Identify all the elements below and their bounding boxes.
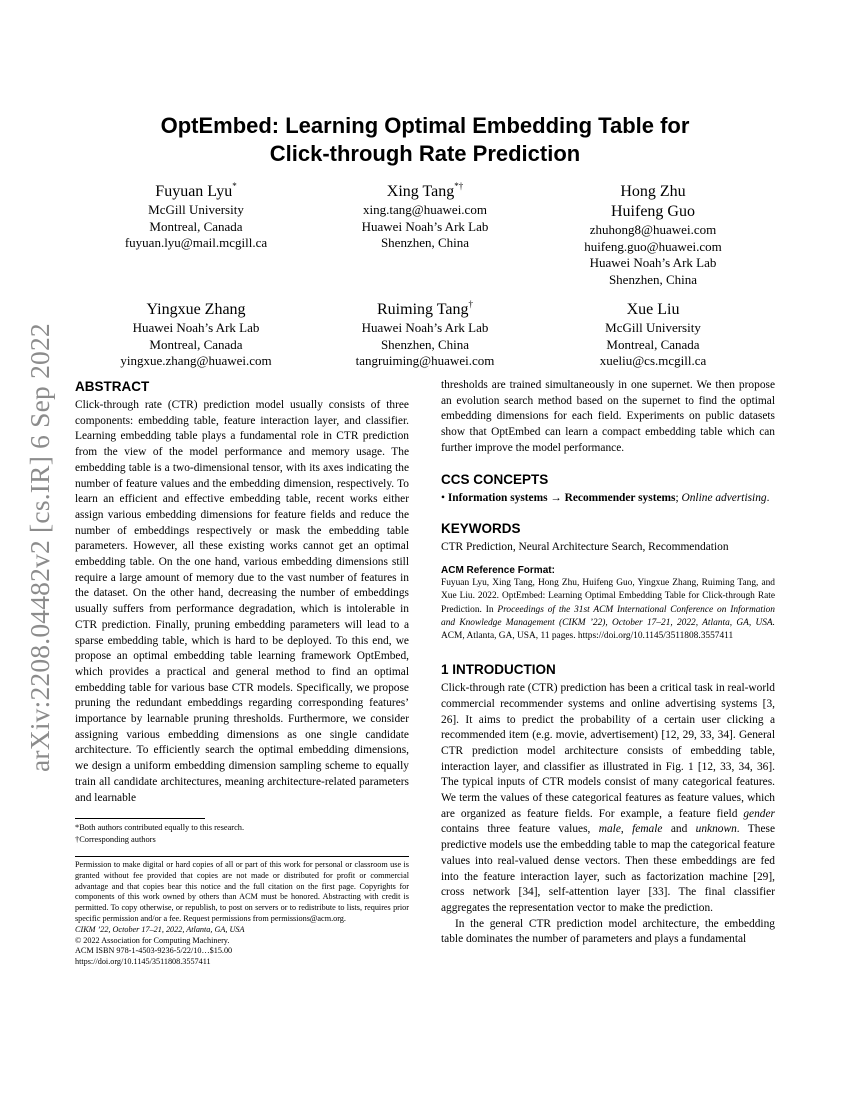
acm-reference <box>441 564 775 643</box>
author-block <box>315 182 535 252</box>
keywords-heading: KEYWORDS <box>441 521 521 537</box>
reference-tail: ACM, Atlanta, GA, USA, 11 pages. https://doi.org/10.1145/3511808.3557411 <box>441 630 734 641</box>
footnote-corresponding: †Corresponding authors <box>75 835 156 844</box>
author-email[interactable]: xing.tang@huawei.com <box>363 202 487 217</box>
ccs-heading: CCS CONCEPTS <box>441 471 549 487</box>
author-mark: † <box>468 299 473 309</box>
author-block <box>543 182 763 288</box>
author-location: Shenzhen, China <box>608 271 698 287</box>
author-affiliation: Huawei Noah’s Ark Lab <box>361 320 489 335</box>
footnotes <box>75 822 409 846</box>
reference-heading: ACM Reference Format: <box>441 564 555 576</box>
author-location: Montreal, Canada <box>149 336 243 352</box>
author-affiliation: Huawei Noah’s Ark Lab <box>589 255 717 270</box>
reference-venue: Proceedings of the 31st ACM International Conference on Information and Knowledge Management (CIKM ’22), October 17–21, 2022, Atlanta, GA, USA. <box>441 604 775 628</box>
permission-text: Permission to make digital or hard copies of all or part of this work for personal or classroom use is granted without fee provided that copies are not made or distributed for profit or commercial advantage and that copies bear this notice and the full citation on the first page. Copyrights for components of this work owned by others than ACM must be honored. Abstracting with credit is permitted. To copy otherwise, or republish, to post on servers or to redistribute to lists, requires prior specific permission and/or a fee. Request permissions from permissions@acm.org. <box>75 860 409 923</box>
title-line-2: Click-through Rate Prediction <box>269 141 581 166</box>
author-block <box>86 182 306 252</box>
author-block <box>543 300 763 370</box>
author-location: Montreal, Canada <box>606 336 700 352</box>
introduction-paragraph: Click-through rate (CTR) prediction has been a critical task in real-world commercial recommender systems and online advertising systems [3, 26]. It aims to predict the probability of a certain user clicking a recommended item (e.g. movie, advertisement) [12, 29, 33, 34]. General CTR prediction model architecture consists of embedding table, interaction layer, and classifier as illustrated in Fig. 1 [12, 33, 34, 36]. The typical inputs of CTR models consist of many categorical features. We term the values of these categorical features as feature values, which are organized as feature fields. For example, a feature field gender contains three feature values, male, female and unknown. These predictive models use the embedding table to map the categorical feature values into real-valued dense vectors. Then these embeddings are fed into the feature interaction layer, such as factorization machine [29], cross network [34], self-attention layer [33]. The final classifier aggregates the representation vector to make the prediction. <box>441 682 775 914</box>
author-location: Montreal, Canada <box>149 218 243 234</box>
introduction-paragraph: In the general CTR prediction model architecture, the embedding table dominates the number of parameters and plays a fundamental <box>441 917 775 946</box>
author-email[interactable]: tangruiming@huawei.com <box>355 353 495 368</box>
ccs-text: • Information systems → Recommender systems; Online advertising. <box>441 491 770 504</box>
abstract-continued: thresholds are trained simultaneously in one supernet. We then propose an evolution search method based on the supernet to find the optimal embedding dimensions for each field. Experiments on public datasets show that OptEmbed can learn a compact embedding table which can further improve the model performance. <box>441 379 775 454</box>
author-block <box>86 300 306 370</box>
title-line-1: OptEmbed: Learning Optimal Embedding Table for <box>160 113 690 138</box>
abstract-text: Click-through rate (CTR) prediction model usually consists of three components: embedding table, feature interaction layer, and classifier. Learning embedding table plays a fundamental role in CTR prediction from the view of the model performance and memory usage. The embedding table is a two-dimensional tensor, with its axes indicating the number of feature values and the embedding dimension, respectively. To learn an efficient and effective embedding table, recent works either assign various embedding dimensions for feature fields and reduce the number of embeddings respectively or mask the embedding table parameters. However, all these existing works cannot get an optimal embedding table. On the one hand, various embedding dimensions still require a large amount of memory due to the vast number of features in the dataset. On the other hand, decreasing the number of embeddings usually suffers from performance degradation, which is intolerable in CTR prediction. Finally, pruning embedding parameters will lead to a sparse embedding table, which is hard to be deployed. To this end, we propose an optimal embedding table learning framework OptEmbed, which provides a practical and general method to find an optimal embedding table for various base CTR models. Specifically, we propose pruning the redundant embeddings regarding corresponding features’ importance by learnable pruning thresholds. Furthermore, we consider assigning various embedding dimensions as one single candidate architecture. To efficiently search the optimal embedding dimensions, we design a uniform embedding dimension sampling scheme to equally train all candidate architectures, meaning architecture-related parameters and learnable <box>75 399 409 804</box>
author-affiliation: Huawei Noah’s Ark Lab <box>361 218 489 234</box>
author-affiliation: McGill University <box>605 320 701 335</box>
copyright-line: © 2022 Association for Computing Machinery. <box>75 935 230 945</box>
author-email[interactable]: huifeng.guo@huawei.com <box>584 238 722 254</box>
footnote-divider <box>75 818 205 819</box>
left-column <box>75 378 409 806</box>
arxiv-sidebar-id[interactable]: arXiv:2208.04482v2 [cs.IR] 6 Sep 2022 <box>24 323 55 772</box>
author-affiliation: Huawei Noah’s Ark Lab <box>132 320 260 335</box>
paper-title <box>75 112 775 168</box>
footnote-equal: *Both authors contributed equally to this research. <box>75 823 245 832</box>
author-name: Huifeng Guo <box>611 203 695 220</box>
author-name: Fuyuan Lyu* <box>155 181 237 200</box>
author-name: Ruiming Tang† <box>377 299 473 318</box>
conference-line: CIKM ’22, October 17–21, 2022, Atlanta, GA, USA <box>75 924 245 934</box>
ccs-term: Information systems <box>447 491 548 504</box>
author-email[interactable]: yingxue.zhang@huawei.com <box>120 353 272 368</box>
isbn-line: ACM ISBN 978-1-4503-9236-5/22/10…$15.00 <box>75 946 233 956</box>
permission-divider <box>75 856 409 857</box>
author-name: Yingxue Zhang <box>146 301 246 318</box>
doi-line[interactable]: https://doi.org/10.1145/3511808.3557411 <box>75 957 211 967</box>
introduction-heading: 1 INTRODUCTION <box>441 662 556 678</box>
author-email[interactable]: xueliu@cs.mcgill.ca <box>599 353 707 368</box>
author-name: Xue Liu <box>626 301 680 318</box>
author-block <box>315 300 535 370</box>
author-location: Shenzhen, China <box>380 235 470 250</box>
author-email[interactable]: zhuhong8@huawei.com <box>589 222 717 237</box>
reference-authors: Fuyuan Lyu, Xing Tang, Hong Zhu, Huifeng Guo, Yingxue Zhang, Ruiming Tang, and Xue Liu. 2022. OptEmbed: Learning Optimal Embedding Table for Click-through Rate Prediction. In <box>441 578 775 615</box>
ccs-term: Online advertising <box>681 491 767 504</box>
author-name: Hong Zhu <box>620 183 686 200</box>
author-name: Xing Tang*† <box>386 181 464 200</box>
right-column <box>441 378 775 948</box>
abstract-heading: ABSTRACT <box>75 379 150 394</box>
author-mark: * <box>232 181 237 191</box>
author-mark: *† <box>454 181 464 191</box>
author-affiliation: McGill University <box>148 202 244 217</box>
author-location: Shenzhen, China <box>380 336 470 352</box>
permission-block <box>75 860 409 968</box>
arrow-icon: → <box>550 491 562 504</box>
author-email[interactable]: fuyuan.lyu@mail.mcgill.ca <box>124 235 268 250</box>
keywords-text: CTR Prediction, Neural Architecture Search, Recommendation <box>441 541 729 554</box>
ccs-term: Recommender systems <box>564 491 676 504</box>
